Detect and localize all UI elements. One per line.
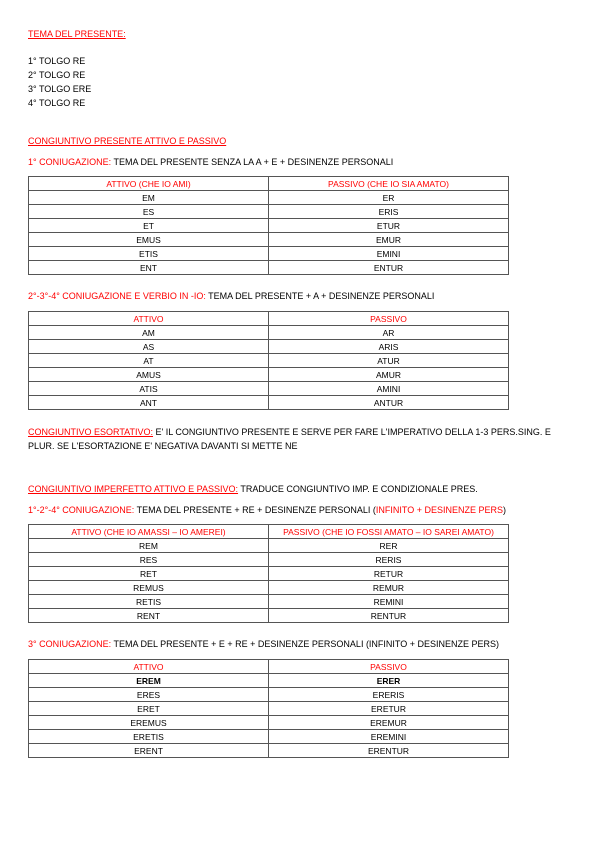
table-cell: EREMINI	[269, 730, 509, 744]
table-row	[29, 382, 509, 396]
section-title-imperfetto	[28, 483, 568, 495]
table-cell: RERIS	[269, 553, 509, 567]
column-header: ATTIVO	[29, 660, 269, 674]
conj-label: 1° CONIUGAZIONE:	[28, 157, 112, 167]
table-cell: AMINI	[269, 382, 509, 396]
table-row	[29, 702, 509, 716]
table-cell: REMUS	[29, 581, 269, 595]
table-cell: ATIS	[29, 382, 269, 396]
conj-rule-end: )	[503, 505, 506, 515]
table-cell: ERERIS	[269, 688, 509, 702]
table-cell: RENT	[29, 609, 269, 623]
table-cell: ET	[29, 219, 269, 233]
table-cell: ANTUR	[269, 396, 509, 410]
table-row	[29, 744, 509, 758]
table-cell: RET	[29, 567, 269, 581]
table-cell: ETIS	[29, 247, 269, 261]
list-item: 2° TOLGO RE	[28, 70, 86, 80]
table-cell: ERENTUR	[269, 744, 509, 758]
table-cell: ENTUR	[269, 261, 509, 275]
conj-rule: TEMA DEL PRESENTE SENZA LA A + E + DESINENZE PERSONALI	[111, 157, 394, 167]
table-cell: ERES	[29, 688, 269, 702]
table-row	[29, 354, 509, 368]
column-header: ATTIVO	[29, 312, 269, 326]
table-cell: ERER	[269, 674, 509, 688]
table-row	[29, 553, 509, 567]
table-row	[29, 674, 509, 688]
table-cell: ARIS	[269, 340, 509, 354]
section-title-presente: CONGIUNTIVO PRESENTE ATTIVO E PASSIVO	[28, 136, 227, 146]
table-row	[29, 233, 509, 247]
conj-label: 2°-3°-4° CONIUGAZIONE E VERBIO IN -IO:	[28, 291, 206, 301]
esortativo-label: CONGIUNTIVO ESORTATIVO:	[28, 427, 154, 437]
table-cell: ERETIS	[29, 730, 269, 744]
table-row	[29, 261, 509, 275]
list-item: 3° TOLGO ERE	[28, 84, 92, 94]
stem-list	[28, 54, 568, 110]
first-conj-rule	[28, 156, 568, 168]
table-cell: ERET	[29, 702, 269, 716]
conj-rule-highlight: INFINITO + DESINENZE PERS	[375, 505, 503, 515]
table-presente-others	[28, 311, 509, 410]
table-row	[29, 539, 509, 553]
conj-rule: TEMA DEL PRESENTE + E + RE + DESINENZE PERSONALI (INFINITO + DESINENZE PERS)	[111, 639, 500, 649]
table-cell: EM	[29, 191, 269, 205]
table-row	[29, 595, 509, 609]
tema-title: TEMA DEL PRESENTE:	[28, 29, 126, 39]
table-cell: AR	[269, 326, 509, 340]
table-row	[29, 567, 509, 581]
table-cell: ER	[269, 191, 509, 205]
table-row	[29, 716, 509, 730]
table-row	[29, 340, 509, 354]
table-cell: EMUR	[269, 233, 509, 247]
table-imperfetto-first	[28, 524, 509, 623]
table-cell: ATUR	[269, 354, 509, 368]
table-cell: AT	[29, 354, 269, 368]
column-header: PASSIVO (CHE IO SIA AMATO)	[269, 177, 509, 191]
esortativo-paragraph	[28, 425, 568, 453]
other-conj-rule	[28, 290, 568, 302]
table-cell: AMUS	[29, 368, 269, 382]
table-row	[29, 730, 509, 744]
column-header: ATTIVO (CHE IO AMI)	[29, 177, 269, 191]
table-row	[29, 396, 509, 410]
column-header: PASSIVO	[269, 312, 509, 326]
table-row	[29, 581, 509, 595]
conj-label: 3° CONIUGAZIONE:	[28, 639, 112, 649]
list-item: 4° TOLGO RE	[28, 98, 86, 108]
table-cell: ETUR	[269, 219, 509, 233]
table-cell: REMINI	[269, 595, 509, 609]
column-header: ATTIVO (CHE IO AMASSI – IO AMEREI)	[29, 525, 269, 539]
table-row	[29, 326, 509, 340]
document-page	[28, 28, 568, 758]
table-row	[29, 191, 509, 205]
table-cell: ES	[29, 205, 269, 219]
imperfetto-third-rule	[28, 638, 568, 650]
table-cell: ERIS	[269, 205, 509, 219]
table-cell: ANT	[29, 396, 269, 410]
table-row	[29, 247, 509, 261]
table-cell: EMINI	[269, 247, 509, 261]
table-cell: EREMUS	[29, 716, 269, 730]
table-cell: AMUR	[269, 368, 509, 382]
column-header: PASSIVO (CHE IO FOSSI AMATO – IO SAREI AMATO)	[269, 525, 509, 539]
imperfetto-title: CONGIUNTIVO IMPERFETTO ATTIVO E PASSIVO:	[28, 484, 239, 494]
table-row	[29, 219, 509, 233]
list-item: 1° TOLGO RE	[28, 56, 86, 66]
table-cell: AM	[29, 326, 269, 340]
conj-label: 1°-2°-4° CONIUGAZIONE:	[28, 505, 135, 515]
table-row	[29, 205, 509, 219]
table-cell: ERETUR	[269, 702, 509, 716]
table-row	[29, 609, 509, 623]
table-cell: EREM	[29, 674, 269, 688]
table-cell: ERENT	[29, 744, 269, 758]
table-cell: REM	[29, 539, 269, 553]
conj-rule: TEMA DEL PRESENTE + RE + DESINENZE PERSONALI (	[134, 505, 376, 515]
table-cell: RER	[269, 539, 509, 553]
column-header: PASSIVO	[269, 660, 509, 674]
table-cell: RETIS	[29, 595, 269, 609]
table-cell: RENTUR	[269, 609, 509, 623]
table-cell: ENT	[29, 261, 269, 275]
imperfetto-first-rule	[28, 504, 568, 516]
table-row	[29, 368, 509, 382]
conj-rule: TEMA DEL PRESENTE + A + DESINENZE PERSONALI	[205, 291, 435, 301]
table-cell: RES	[29, 553, 269, 567]
table-cell: RETUR	[269, 567, 509, 581]
table-imperfetto-third	[28, 659, 509, 758]
table-cell: AS	[29, 340, 269, 354]
table-cell: EREMUR	[269, 716, 509, 730]
table-presente-first	[28, 176, 509, 275]
imperfetto-note: TRADUCE CONGIUNTIVO IMP. E CONDIZIONALE PRES.	[238, 484, 478, 494]
table-cell: EMUS	[29, 233, 269, 247]
table-cell: REMUR	[269, 581, 509, 595]
esortativo-text: E' IL CONGIUNTIVO PRESENTE E SERVE PER FARE L'IMPERATIVO DELLA 1-3 PERS.SING. E PLUR. SE L'ESORTAZIONE E' NEGATIVA DAVANTI SI METTE NE	[28, 427, 551, 451]
table-row	[29, 688, 509, 702]
